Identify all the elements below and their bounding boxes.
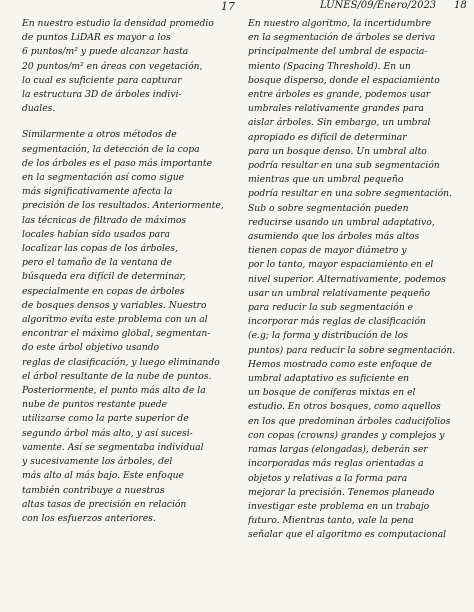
text-line: estudio. En otros bosques, como aquellos	[248, 401, 441, 413]
text-line: la estructura 3D de árboles indivi-	[22, 89, 182, 101]
text-line: tienen copas de mayor diámetro y	[248, 245, 407, 257]
text-line: segundo árbol más alto, y así sucesi-	[22, 427, 193, 439]
text-line: para un bosque denso. Un umbral alto	[248, 145, 427, 157]
text-line: precisión de los resultados. Anteriormente,	[22, 200, 224, 212]
text-line: podría resultar en una sub segmentación	[248, 160, 440, 172]
text-line: con copas (crowns) grandes y complejos y	[248, 429, 445, 441]
text-line: por lo tanto, mayor espaciamiento en el	[248, 259, 434, 271]
text-line: umbral adaptativo es suficiente en	[248, 373, 410, 385]
text-line: miento (Spacing Threshold). En un	[248, 60, 411, 72]
text-line: utilizarse como la parte superior de	[22, 413, 189, 425]
text-line: nivel superior. Alternativamente, podemos	[248, 273, 446, 285]
text-line: puntos) para reducir la sobre segmentación.	[248, 344, 456, 356]
text-line: segmentación, la detección de la copa	[22, 143, 200, 155]
text-line: apropiado es difícil de determinar	[248, 131, 407, 143]
text-line: umbrales relativamente grandes para	[248, 103, 424, 115]
page-number: 17	[221, 0, 235, 13]
text-line: incorporar más reglas de clasificación	[248, 316, 426, 328]
text-line: y sucesivamente los árboles, del	[22, 456, 173, 468]
text-line: más alto al más bajo. Este enfoque	[22, 470, 184, 482]
text-line: investigar este problema en un trabajo	[248, 500, 430, 512]
text-line: en los que predominan árboles caducifolios	[248, 415, 451, 427]
text-line: futuro. Mientras tanto, vale la pena	[248, 515, 414, 527]
text-line: el árbol resultante de la nube de puntos.	[22, 370, 212, 382]
text-line: más significativamente afecta la	[22, 186, 173, 198]
text-line: entre árboles es grande, podemos usar	[248, 89, 431, 101]
text-line: de puntos LiDAR es mayor a los	[22, 32, 171, 44]
text-line: nube de puntos restante puede	[22, 399, 168, 411]
text-line: señalar que el algoritmo es computacional	[248, 529, 447, 541]
text-line: especialmente en copas de árboles	[22, 285, 185, 297]
text-line: 6 puntos/m² y puede alcanzar hasta	[22, 46, 189, 58]
text-line: objetos y relativas a la forma para	[248, 472, 408, 484]
text-line: 20 puntos/m² en áreas con vegetación,	[22, 60, 203, 72]
text-line: incorporadas más reglas orientadas a	[248, 458, 424, 470]
text-line: un bosque de coníferas mixtas en el	[248, 387, 416, 399]
text-line: vamente. Así se segmentaba individual	[22, 441, 204, 453]
right-column	[248, 17, 466, 543]
text-line: En nuestro algoritmo, la incertidumbre	[248, 18, 432, 29]
text-line: altas tasas de precisión en relación	[22, 498, 187, 510]
text-line: En nuestro estudio la densidad promedio	[22, 18, 214, 29]
text-line: Similarmente a otros métodos de	[22, 129, 177, 141]
text-line: principalmente del umbral de espacia-	[248, 46, 428, 58]
text-line: para reducir la sub segmentación e	[248, 302, 414, 314]
text-line: bosque disperso, donde el espaciamiento	[248, 74, 440, 86]
text-line: reducirse usando un umbral adaptativo,	[248, 216, 435, 228]
text-line: ramas largas (elongadas), deberán ser	[248, 444, 428, 456]
text-line: también contribuye a nuestras	[22, 484, 165, 496]
text-line: Posteriormente, el punto más alto de la	[22, 385, 206, 397]
text-line: las técnicas de filtrado de máximos	[22, 214, 187, 226]
text-line: podría resultar en una sobre segmentación.	[248, 188, 453, 200]
paragraph	[22, 128, 232, 526]
text-line: aislar árboles. Sin embargo, un umbral	[248, 117, 431, 129]
date-reference: LUNES/09/Enero/2023	[320, 0, 437, 11]
text-line: mientras que un umbral pequeño	[248, 174, 404, 186]
text-line: en la segmentación así como sigue	[22, 172, 185, 184]
text-line: do este árbol objetivo usando	[22, 342, 160, 354]
text-line: pero el tamaño de la ventana de	[22, 257, 173, 269]
text-line: asumiendo que los árboles más altos	[248, 231, 420, 243]
text-line: locales habían sido usados para	[22, 228, 171, 240]
text-line: Hemos mostrado como este enfoque de	[248, 358, 432, 370]
paragraph-gap	[22, 116, 232, 128]
text-line: encontrar el máximo global, segmentan-	[22, 328, 211, 340]
text-line: de bosques densos y variables. Nuestro	[22, 299, 207, 311]
text-line: algoritmo evita este problema con un al	[22, 314, 208, 326]
text-line: reglas de clasificación, y luego eliminando	[22, 356, 220, 368]
text-line: con los esfuerzos anteriores.	[22, 512, 156, 524]
text-line: usar un umbral relativamente pequeño	[248, 287, 431, 299]
text-line: búsqueda era difícil de determinar,	[22, 271, 186, 283]
paragraph	[22, 17, 232, 116]
text-line: (e.g; la forma y distribución de los	[248, 330, 408, 342]
text-line: lo cual es suficiente para capturar	[22, 74, 182, 86]
text-line: localizar las copas de los árboles,	[22, 243, 178, 255]
text-line: de los árboles es el paso más importante	[22, 157, 213, 169]
corner-page-number: 18	[454, 0, 467, 11]
text-line: en la segmentación de árboles se deriva	[248, 32, 436, 44]
left-column	[22, 17, 232, 526]
text-line: Sub o sobre segmentación pueden	[248, 202, 409, 214]
text-line: mejorar la precisión. Tenemos planeado	[248, 486, 435, 498]
text-line: duales.	[22, 103, 56, 115]
paragraph	[248, 17, 466, 543]
